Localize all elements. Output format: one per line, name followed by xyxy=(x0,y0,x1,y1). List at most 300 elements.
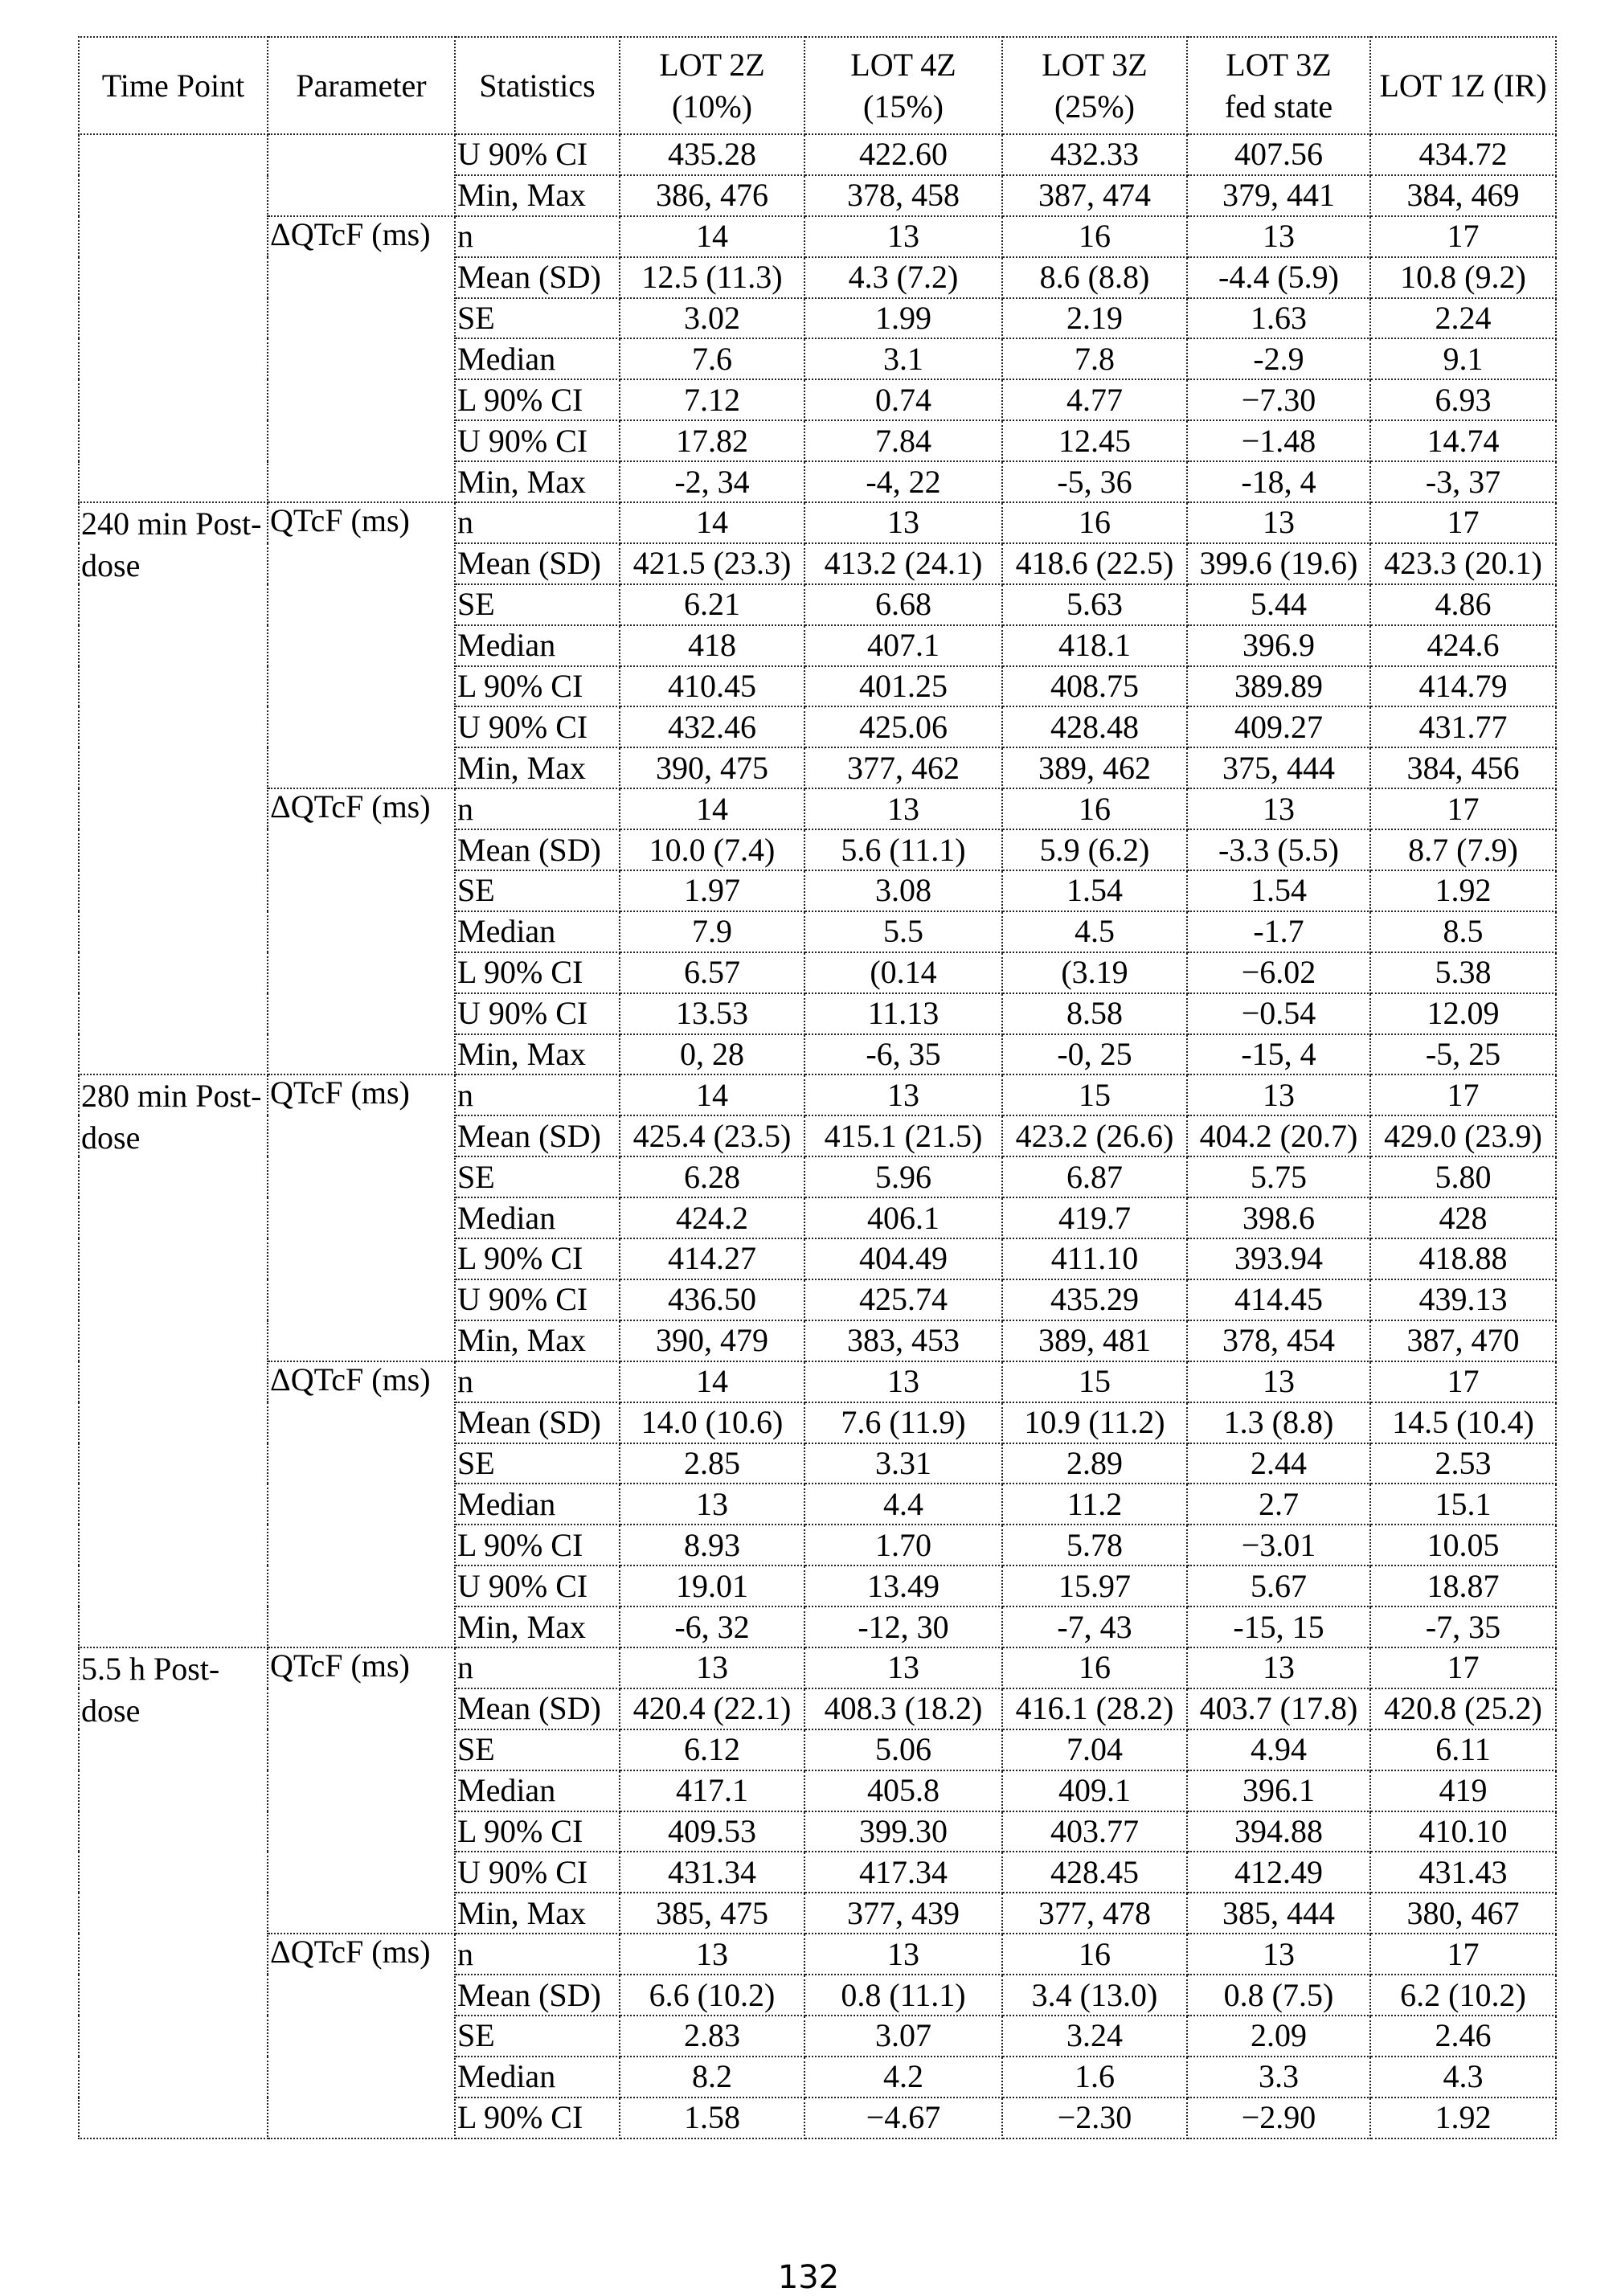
value-cell: 13 xyxy=(1187,216,1370,257)
value-cell: 10.9 (11.2) xyxy=(1002,1402,1187,1443)
value-cell: 17 xyxy=(1370,1647,1556,1688)
value-cell: 387, 474 xyxy=(1002,175,1187,216)
statistic-label: Min, Max xyxy=(455,1606,620,1647)
value-cell: 411.10 xyxy=(1002,1238,1187,1279)
parameter-cell: ΔQTcF (ms) xyxy=(268,216,455,502)
value-cell: 7.84 xyxy=(804,420,1002,461)
value-cell: 13 xyxy=(620,1647,804,1688)
value-cell: -18, 4 xyxy=(1187,461,1370,502)
statistic-label: n xyxy=(455,1074,620,1115)
value-cell: 425.74 xyxy=(804,1279,1002,1320)
value-cell: 379, 441 xyxy=(1187,175,1370,216)
statistic-label: Mean (SD) xyxy=(455,1115,620,1156)
value-cell: 1.63 xyxy=(1187,298,1370,339)
value-cell: 13 xyxy=(804,1647,1002,1688)
value-cell: 6.11 xyxy=(1370,1729,1556,1770)
value-cell: -12, 30 xyxy=(804,1606,1002,1647)
value-cell: 1.99 xyxy=(804,298,1002,339)
value-cell: 432.46 xyxy=(620,706,804,747)
value-cell: 17 xyxy=(1370,1361,1556,1402)
value-cell: 385, 475 xyxy=(620,1893,804,1934)
value-cell: 5.75 xyxy=(1187,1156,1370,1197)
value-cell: 8.6 (8.8) xyxy=(1002,257,1187,298)
value-cell: 394.88 xyxy=(1187,1811,1370,1852)
statistic-label: n xyxy=(455,788,620,829)
value-cell: 389, 462 xyxy=(1002,747,1187,788)
header-time-point: Time Point xyxy=(79,37,268,134)
value-cell: 12.09 xyxy=(1370,993,1556,1034)
value-cell: 407.56 xyxy=(1187,134,1370,175)
value-cell: 3.31 xyxy=(804,1443,1002,1484)
value-cell: 424.6 xyxy=(1370,625,1556,666)
value-cell: 13 xyxy=(804,1074,1002,1115)
value-cell: 1.54 xyxy=(1002,870,1187,911)
value-cell: 14 xyxy=(620,502,804,543)
value-cell: 390, 475 xyxy=(620,747,804,788)
statistic-label: Mean (SD) xyxy=(455,543,620,584)
value-cell: 16 xyxy=(1002,788,1187,829)
value-cell: −2.30 xyxy=(1002,2098,1187,2138)
value-cell: 5.44 xyxy=(1187,584,1370,625)
value-cell: 424.2 xyxy=(620,1197,804,1238)
value-cell: −2.90 xyxy=(1187,2098,1370,2138)
statistic-label: Median xyxy=(455,2057,620,2098)
value-cell: 11.2 xyxy=(1002,1484,1187,1525)
value-cell: 1.54 xyxy=(1187,870,1370,911)
value-cell: 3.1 xyxy=(804,338,1002,379)
value-cell: 6.6 (10.2) xyxy=(620,1975,804,2016)
value-cell: 10.05 xyxy=(1370,1525,1556,1565)
statistic-label: SE xyxy=(455,2016,620,2057)
value-cell: 3.4 (13.0) xyxy=(1002,1975,1187,2016)
value-cell: 413.2 (24.1) xyxy=(804,543,1002,584)
value-cell: 404.2 (20.7) xyxy=(1187,1115,1370,1156)
value-cell: 1.3 (8.8) xyxy=(1187,1402,1370,1443)
value-cell: 7.6 xyxy=(620,338,804,379)
value-cell: 7.04 xyxy=(1002,1729,1187,1770)
statistic-label: U 90% CI xyxy=(455,706,620,747)
value-cell: 428 xyxy=(1370,1197,1556,1238)
table-row xyxy=(79,502,1556,543)
value-cell: 14.5 (10.4) xyxy=(1370,1402,1556,1443)
value-cell: 0.8 (11.1) xyxy=(804,1975,1002,2016)
statistic-label: Mean (SD) xyxy=(455,1975,620,2016)
value-cell: 389, 481 xyxy=(1002,1320,1187,1361)
value-cell: 16 xyxy=(1002,216,1187,257)
value-cell: 410.10 xyxy=(1370,1811,1556,1852)
parameter-cell xyxy=(268,134,455,216)
value-cell: 420.4 (22.1) xyxy=(620,1688,804,1729)
value-cell: 418.6 (22.5) xyxy=(1002,543,1187,584)
value-cell: 11.13 xyxy=(804,993,1002,1034)
value-cell: 14.0 (10.6) xyxy=(620,1402,804,1443)
value-cell: 419 xyxy=(1370,1770,1556,1811)
value-cell: 421.5 (23.3) xyxy=(620,543,804,584)
statistic-label: n xyxy=(455,1647,620,1688)
value-cell: 0, 28 xyxy=(620,1034,804,1075)
value-cell: 436.50 xyxy=(620,1279,804,1320)
value-cell: 1.97 xyxy=(620,870,804,911)
value-cell: 2.53 xyxy=(1370,1443,1556,1484)
table-row xyxy=(79,1361,1556,1402)
value-cell: 399.6 (19.6) xyxy=(1187,543,1370,584)
value-cell: −1.48 xyxy=(1187,420,1370,461)
value-cell: 420.8 (25.2) xyxy=(1370,1688,1556,1729)
value-cell: 423.3 (20.1) xyxy=(1370,543,1556,584)
value-cell: 8.5 xyxy=(1370,911,1556,952)
value-cell: 428.48 xyxy=(1002,706,1187,747)
value-cell: 377, 478 xyxy=(1002,1893,1187,1934)
value-cell: 17.82 xyxy=(620,420,804,461)
statistic-label: SE xyxy=(455,1729,620,1770)
statistic-label: Median xyxy=(455,1770,620,1811)
value-cell: 17 xyxy=(1370,216,1556,257)
value-cell: 428.45 xyxy=(1002,1852,1187,1893)
value-cell: 429.0 (23.9) xyxy=(1370,1115,1556,1156)
statistic-label: Min, Max xyxy=(455,175,620,216)
value-cell: 414.27 xyxy=(620,1238,804,1279)
value-cell: 407.1 xyxy=(804,625,1002,666)
value-cell: 393.94 xyxy=(1187,1238,1370,1279)
header-lot-2z: LOT 2Z (10%) xyxy=(620,37,804,134)
value-cell: 384, 469 xyxy=(1370,175,1556,216)
value-cell: 5.63 xyxy=(1002,584,1187,625)
value-cell: 7.6 (11.9) xyxy=(804,1402,1002,1443)
value-cell: 412.49 xyxy=(1187,1852,1370,1893)
statistic-label: L 90% CI xyxy=(455,1238,620,1279)
value-cell: 5.5 xyxy=(804,911,1002,952)
table-row xyxy=(79,1934,1556,1975)
parameter-cell: QTcF (ms) xyxy=(268,502,455,788)
value-cell: 2.46 xyxy=(1370,2016,1556,2057)
value-cell: 396.9 xyxy=(1187,625,1370,666)
value-cell: 431.34 xyxy=(620,1852,804,1893)
statistic-label: Mean (SD) xyxy=(455,829,620,870)
value-cell: 14 xyxy=(620,1074,804,1115)
value-cell: 406.1 xyxy=(804,1197,1002,1238)
value-cell: 439.13 xyxy=(1370,1279,1556,1320)
value-cell: 7.12 xyxy=(620,379,804,420)
value-cell: -3.3 (5.5) xyxy=(1187,829,1370,870)
value-cell: (3.19 xyxy=(1002,952,1187,993)
value-cell: 2.89 xyxy=(1002,1443,1187,1484)
value-cell: 3.07 xyxy=(804,2016,1002,2057)
statistic-label: Median xyxy=(455,338,620,379)
value-cell: 4.86 xyxy=(1370,584,1556,625)
qtcf-statistics-table xyxy=(78,36,1557,2139)
value-cell: 14 xyxy=(620,788,804,829)
value-cell: 13 xyxy=(1187,1361,1370,1402)
value-cell: 17 xyxy=(1370,502,1556,543)
value-cell: 2.44 xyxy=(1187,1443,1370,1484)
value-cell: -3, 37 xyxy=(1370,461,1556,502)
statistic-label: Median xyxy=(455,1484,620,1525)
value-cell: 9.1 xyxy=(1370,338,1556,379)
value-cell: −6.02 xyxy=(1187,952,1370,993)
value-cell: 19.01 xyxy=(620,1565,804,1606)
value-cell: 8.58 xyxy=(1002,993,1187,1034)
value-cell: 4.77 xyxy=(1002,379,1187,420)
statistic-label: Min, Max xyxy=(455,1320,620,1361)
value-cell: −3.01 xyxy=(1187,1525,1370,1565)
header-lot-1z-ir: LOT 1Z (IR) xyxy=(1370,37,1556,134)
value-cell: 417.1 xyxy=(620,1770,804,1811)
value-cell: 431.43 xyxy=(1370,1852,1556,1893)
value-cell: 3.02 xyxy=(620,298,804,339)
value-cell: 13 xyxy=(1187,1934,1370,1975)
value-cell: 13.49 xyxy=(804,1565,1002,1606)
value-cell: 6.87 xyxy=(1002,1156,1187,1197)
value-cell: 13 xyxy=(620,1934,804,1975)
value-cell: 2.19 xyxy=(1002,298,1187,339)
value-cell: 414.45 xyxy=(1187,1279,1370,1320)
value-cell: 15.1 xyxy=(1370,1484,1556,1525)
table-row xyxy=(79,134,1556,175)
value-cell: 13 xyxy=(620,1484,804,1525)
value-cell: 13 xyxy=(804,788,1002,829)
value-cell: 3.08 xyxy=(804,870,1002,911)
statistic-label: Min, Max xyxy=(455,747,620,788)
value-cell: 15.97 xyxy=(1002,1565,1187,1606)
statistic-label: U 90% CI xyxy=(455,1852,620,1893)
value-cell: 380, 467 xyxy=(1370,1893,1556,1934)
value-cell: 13 xyxy=(804,1361,1002,1402)
value-cell: 405.8 xyxy=(804,1770,1002,1811)
value-cell: 414.79 xyxy=(1370,666,1556,707)
statistic-label: Mean (SD) xyxy=(455,1688,620,1729)
value-cell: 4.3 (7.2) xyxy=(804,257,1002,298)
value-cell: 2.7 xyxy=(1187,1484,1370,1525)
statistic-label: L 90% CI xyxy=(455,666,620,707)
value-cell: 17 xyxy=(1370,1934,1556,1975)
statistic-label: n xyxy=(455,1361,620,1402)
value-cell: 375, 444 xyxy=(1187,747,1370,788)
value-cell: 15 xyxy=(1002,1361,1187,1402)
value-cell: 403.7 (17.8) xyxy=(1187,1688,1370,1729)
value-cell: 8.2 xyxy=(620,2057,804,2098)
value-cell: −7.30 xyxy=(1187,379,1370,420)
value-cell: 377, 439 xyxy=(804,1893,1002,1934)
value-cell: 389.89 xyxy=(1187,666,1370,707)
value-cell: 419.7 xyxy=(1002,1197,1187,1238)
value-cell: 418.88 xyxy=(1370,1238,1556,1279)
time-point-cell xyxy=(79,134,268,502)
statistic-label: U 90% CI xyxy=(455,1565,620,1606)
value-cell: 1.6 xyxy=(1002,2057,1187,2098)
value-cell: 13 xyxy=(804,1934,1002,1975)
parameter-cell: QTcF (ms) xyxy=(268,1647,455,1934)
value-cell: 13 xyxy=(1187,788,1370,829)
value-cell: 401.25 xyxy=(804,666,1002,707)
value-cell: 12.5 (11.3) xyxy=(620,257,804,298)
time-point-cell: 5.5 h Post-dose xyxy=(79,1647,268,2138)
header-lot-4z: LOT 4Z (15%) xyxy=(804,37,1002,134)
value-cell: -6, 32 xyxy=(620,1606,804,1647)
value-cell: 5.6 (11.1) xyxy=(804,829,1002,870)
value-cell: -5, 25 xyxy=(1370,1034,1556,1075)
value-cell: (0.14 xyxy=(804,952,1002,993)
value-cell: -15, 4 xyxy=(1187,1034,1370,1075)
value-cell: 13 xyxy=(804,216,1002,257)
value-cell: 4.94 xyxy=(1187,1729,1370,1770)
value-cell: 5.96 xyxy=(804,1156,1002,1197)
value-cell: 416.1 (28.2) xyxy=(1002,1688,1187,1729)
value-cell: 378, 454 xyxy=(1187,1320,1370,1361)
value-cell: 3.3 xyxy=(1187,2057,1370,2098)
value-cell: 16 xyxy=(1002,502,1187,543)
statistic-label: L 90% CI xyxy=(455,1811,620,1852)
value-cell: 6.28 xyxy=(620,1156,804,1197)
value-cell: 408.3 (18.2) xyxy=(804,1688,1002,1729)
value-cell: 435.28 xyxy=(620,134,804,175)
value-cell: 378, 458 xyxy=(804,175,1002,216)
value-cell: 2.09 xyxy=(1187,2016,1370,2057)
statistic-label: U 90% CI xyxy=(455,134,620,175)
value-cell: -7, 35 xyxy=(1370,1606,1556,1647)
header-parameter: Parameter xyxy=(268,37,455,134)
statistic-label: SE xyxy=(455,1443,620,1484)
value-cell: 13 xyxy=(1187,1074,1370,1115)
value-cell: 423.2 (26.6) xyxy=(1002,1115,1187,1156)
table-row xyxy=(79,1647,1556,1688)
header-statistics: Statistics xyxy=(455,37,620,134)
value-cell: 8.93 xyxy=(620,1525,804,1565)
value-cell: 409.53 xyxy=(620,1811,804,1852)
value-cell: 418.1 xyxy=(1002,625,1187,666)
value-cell: 6.2 (10.2) xyxy=(1370,1975,1556,2016)
value-cell: 5.67 xyxy=(1187,1565,1370,1606)
value-cell: 409.1 xyxy=(1002,1770,1187,1811)
value-cell: 10.8 (9.2) xyxy=(1370,257,1556,298)
value-cell: 383, 453 xyxy=(804,1320,1002,1361)
value-cell: −4.67 xyxy=(804,2098,1002,2138)
value-cell: -1.7 xyxy=(1187,911,1370,952)
parameter-cell: ΔQTcF (ms) xyxy=(268,1934,455,2138)
value-cell: 409.27 xyxy=(1187,706,1370,747)
time-point-cell: 240 min Post-dose xyxy=(79,502,268,1074)
statistic-label: Mean (SD) xyxy=(455,257,620,298)
table-row xyxy=(79,788,1556,829)
value-cell: -4.4 (5.9) xyxy=(1187,257,1370,298)
value-cell: 17 xyxy=(1370,1074,1556,1115)
value-cell: 403.77 xyxy=(1002,1811,1187,1852)
statistic-label: Mean (SD) xyxy=(455,1402,620,1443)
value-cell: 5.06 xyxy=(804,1729,1002,1770)
value-cell: 13 xyxy=(804,502,1002,543)
value-cell: 14 xyxy=(620,216,804,257)
statistic-label: U 90% CI xyxy=(455,993,620,1034)
statistic-label: SE xyxy=(455,298,620,339)
statistic-label: Min, Max xyxy=(455,1034,620,1075)
statistic-label: Median xyxy=(455,1197,620,1238)
value-cell: 434.72 xyxy=(1370,134,1556,175)
header-lot-3z-fed: LOT 3Z fed state xyxy=(1187,37,1370,134)
table-header-row xyxy=(79,37,1556,134)
value-cell: 7.8 xyxy=(1002,338,1187,379)
value-cell: 418 xyxy=(620,625,804,666)
value-cell: 1.92 xyxy=(1370,2098,1556,2138)
value-cell: 2.83 xyxy=(620,2016,804,2057)
statistic-label: SE xyxy=(455,584,620,625)
value-cell: 3.24 xyxy=(1002,2016,1187,2057)
value-cell: 386, 476 xyxy=(620,175,804,216)
value-cell: -7, 43 xyxy=(1002,1606,1187,1647)
value-cell: -15, 15 xyxy=(1187,1606,1370,1647)
page-number: 132 xyxy=(777,2259,840,2296)
value-cell: 384, 456 xyxy=(1370,747,1556,788)
value-cell: 387, 470 xyxy=(1370,1320,1556,1361)
statistic-label: Median xyxy=(455,911,620,952)
value-cell: -2, 34 xyxy=(620,461,804,502)
statistic-label: L 90% CI xyxy=(455,1525,620,1565)
value-cell: 2.24 xyxy=(1370,298,1556,339)
value-cell: 4.2 xyxy=(804,2057,1002,2098)
statistic-label: L 90% CI xyxy=(455,379,620,420)
value-cell: 16 xyxy=(1002,1647,1187,1688)
value-cell: 8.7 (7.9) xyxy=(1370,829,1556,870)
value-cell: 13 xyxy=(1187,1647,1370,1688)
value-cell: 0.74 xyxy=(804,379,1002,420)
value-cell: 0.8 (7.5) xyxy=(1187,1975,1370,2016)
value-cell: 10.0 (7.4) xyxy=(620,829,804,870)
value-cell: −0.54 xyxy=(1187,993,1370,1034)
value-cell: 7.9 xyxy=(620,911,804,952)
value-cell: 425.4 (23.5) xyxy=(620,1115,804,1156)
statistic-label: Min, Max xyxy=(455,461,620,502)
value-cell: 4.5 xyxy=(1002,911,1187,952)
value-cell: 15 xyxy=(1002,1074,1187,1115)
value-cell: 12.45 xyxy=(1002,420,1187,461)
value-cell: 390, 479 xyxy=(620,1320,804,1361)
value-cell: 396.1 xyxy=(1187,1770,1370,1811)
parameter-cell: ΔQTcF (ms) xyxy=(268,788,455,1074)
value-cell: 385, 444 xyxy=(1187,1893,1370,1934)
value-cell: 422.60 xyxy=(804,134,1002,175)
value-cell: 404.49 xyxy=(804,1238,1002,1279)
value-cell: 410.45 xyxy=(620,666,804,707)
value-cell: 17 xyxy=(1370,788,1556,829)
statistic-label: L 90% CI xyxy=(455,952,620,993)
statistic-label: U 90% CI xyxy=(455,1279,620,1320)
value-cell: 399.30 xyxy=(804,1811,1002,1852)
value-cell: -6, 35 xyxy=(804,1034,1002,1075)
value-cell: 1.58 xyxy=(620,2098,804,2138)
statistic-label: Median xyxy=(455,625,620,666)
value-cell: 5.38 xyxy=(1370,952,1556,993)
value-cell: 2.85 xyxy=(620,1443,804,1484)
statistic-label: L 90% CI xyxy=(455,2098,620,2138)
value-cell: 398.6 xyxy=(1187,1197,1370,1238)
table-row xyxy=(79,1074,1556,1115)
value-cell: 6.12 xyxy=(620,1729,804,1770)
value-cell: 6.21 xyxy=(620,584,804,625)
statistic-label: SE xyxy=(455,870,620,911)
value-cell: 4.3 xyxy=(1370,2057,1556,2098)
parameter-cell: ΔQTcF (ms) xyxy=(268,1361,455,1647)
value-cell: 435.29 xyxy=(1002,1279,1187,1320)
value-cell: 1.92 xyxy=(1370,870,1556,911)
value-cell: 425.06 xyxy=(804,706,1002,747)
value-cell: 4.4 xyxy=(804,1484,1002,1525)
statistic-label: Min, Max xyxy=(455,1893,620,1934)
value-cell: 417.34 xyxy=(804,1852,1002,1893)
value-cell: 6.93 xyxy=(1370,379,1556,420)
value-cell: 18.87 xyxy=(1370,1565,1556,1606)
value-cell: 5.80 xyxy=(1370,1156,1556,1197)
statistic-label: n xyxy=(455,502,620,543)
statistic-label: n xyxy=(455,216,620,257)
value-cell: -2.9 xyxy=(1187,338,1370,379)
